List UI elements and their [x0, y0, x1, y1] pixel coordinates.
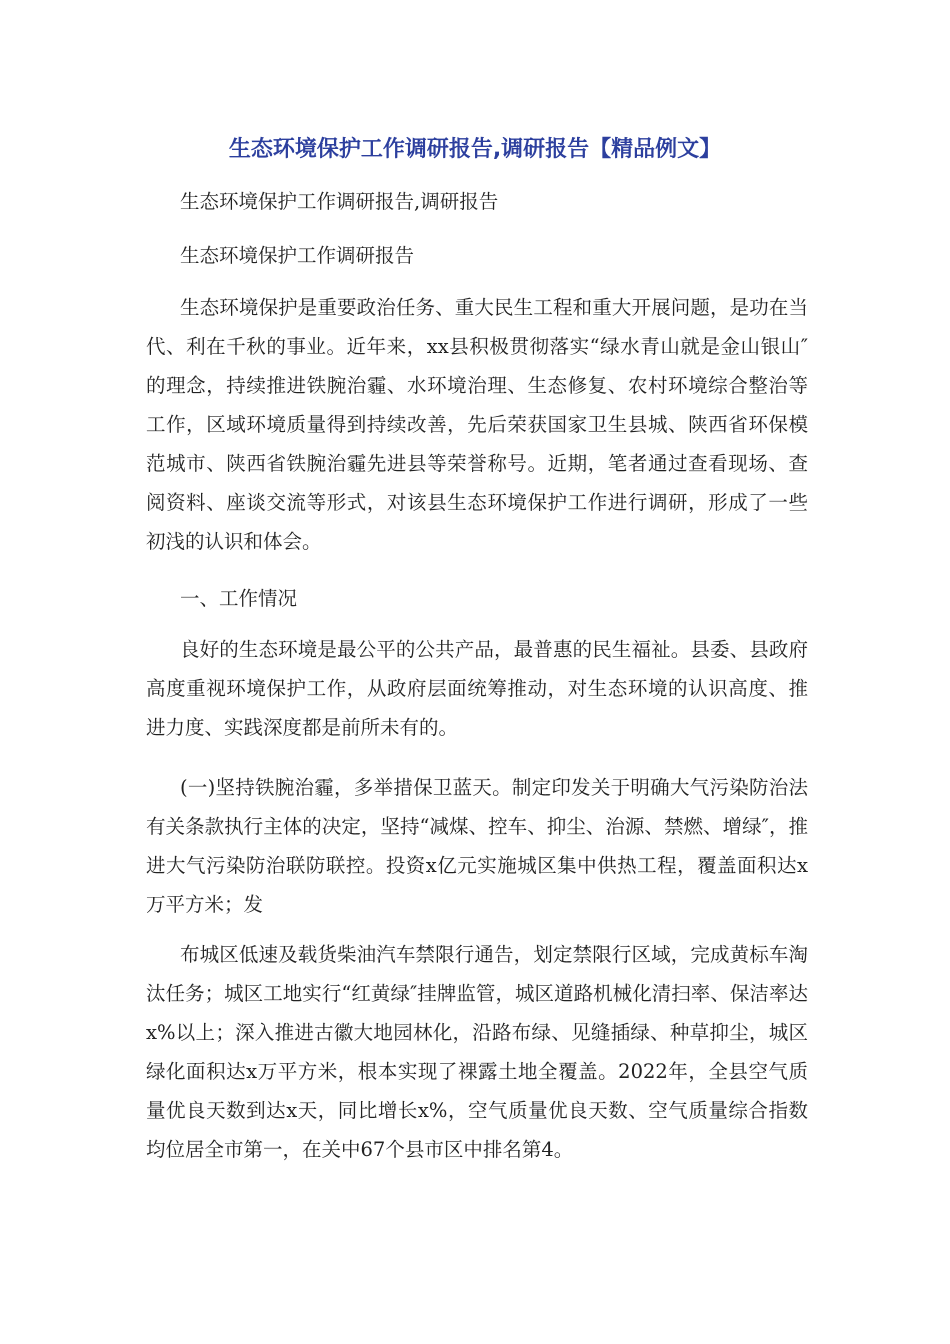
paragraph-air-pollution-2: 布城区低速及载货柴油汽车禁限行通告，划定禁限行区域，完成黄标车淘汰任务；城区工地实行“红黄绿″挂牌监管，城区道路机械化清扫率、保洁率达x%以上；深入推进古徽大地园林化，沿路布绿、见缝插绿、种草抑尘，城区绿化面积达x万平方米，根本实现了裸露土地全覆盖。2022年，全县空气质量优良天数到达x天，同比增长x%，空气质量优良天数、空气质量综合指数均位居全市第一，在关中67个县市区中排名第4。 — [146, 943, 808, 1161]
subtitle-line-1: 生态环境保护工作调研报告,调研报告 — [180, 190, 499, 213]
document-title: 生态环境保护工作调研报告,调研报告【精品例文】 — [228, 137, 722, 162]
paragraph-air-pollution-1: (一)坚持铁腕治霾，多举措保卫蓝天。制定印发关于明确大气污染防治法有关条款执行主体的决定，坚持“减煤、控车、抑尘、治源、禁燃、增绿″，推进大气污染防治联防联控。投资x亿元实施城区集中供热工程，覆盖面积达x万平方米；发 — [146, 776, 808, 916]
section-heading-work-status: 一、工作情况 — [180, 587, 298, 610]
subtitle-line-2: 生态环境保护工作调研报告 — [180, 244, 415, 267]
paragraph-overview: 良好的生态环境是最公平的公共产品，最普惠的民生福祉。县委、县政府高度重视环境保护工作，从政府层面统筹推动，对生态环境的认识高度、推进力度、实践深度都是前所未有的。 — [146, 638, 808, 739]
intro-paragraph: 生态环境保护是重要政治任务、重大民生工程和重大开展问题，是功在当代、利在千秋的事业。近年来，xx县积极贯彻落实“绿水青山就是金山银山″的理念，持续推进铁腕治霾、水环境治理、生态修复、农村环境综合整治等工作，区域环境质量得到持续改善，先后荣获国家卫生县城、陕西省环保模范城市、陕西省铁腕治霾先进县等荣誉称号。近期，笔者通过查看现场、查阅资料、座谈交流等形式，对该县生态环境保护工作进行调研，形成了一些初浅的认识和体会。 — [146, 296, 808, 553]
